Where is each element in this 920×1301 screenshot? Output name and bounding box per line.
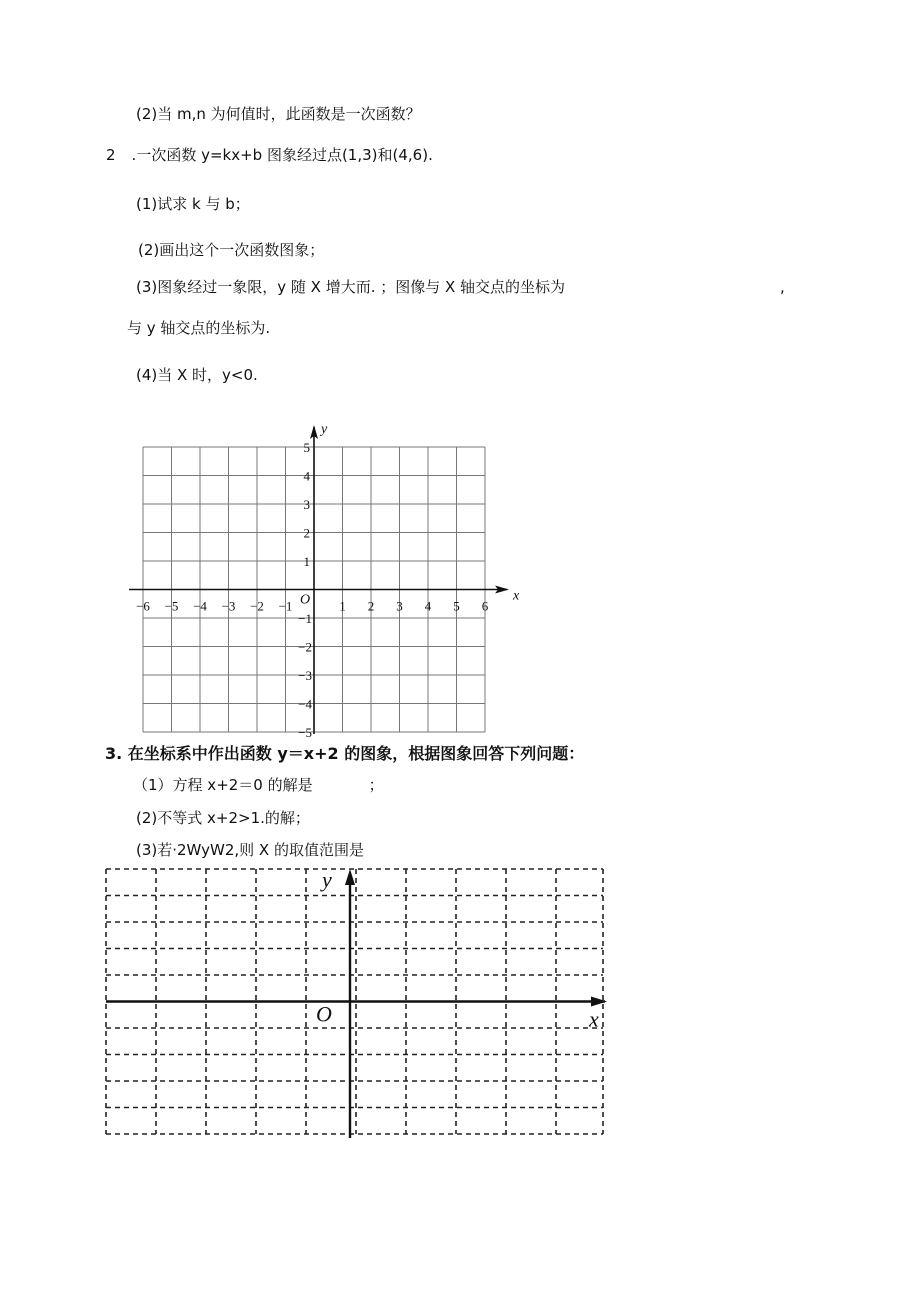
x-tick-label: 1	[339, 598, 346, 614]
x-tick-label: 5	[453, 598, 460, 614]
q2-part3-comma: ,	[780, 278, 785, 296]
y-tick-label: −5	[298, 725, 312, 740]
q2-part1: (1)试求 k 与 b；	[136, 195, 250, 213]
x-tick-label: −6	[136, 598, 150, 614]
q2-stem: .一次函数 y=kx+b 图象经过点(1,3)和(4,6).	[131, 146, 433, 164]
x-tick-label: 2	[367, 598, 375, 614]
q2-number: 2	[106, 146, 116, 164]
y-tick-label: −2	[298, 639, 312, 655]
y-tick-label: −1	[298, 611, 312, 626]
y-axis-label: y	[321, 422, 328, 437]
coordinate-grid-1	[120, 418, 540, 748]
y-tick-label: −3	[298, 668, 312, 683]
x-tick-label: −4	[193, 598, 207, 614]
origin-label: O	[316, 1001, 332, 1027]
q3-stem: 3. 在坐标系中作出函数 y＝x+2 的图象，根据图象回答下列问题：	[105, 744, 585, 763]
x-tick-label: 4	[424, 598, 432, 614]
y-tick-label: 4	[303, 468, 310, 484]
q2-part3a: (3)图象经过一象限，y 随 X 增大而. ；图像与 X 轴交点的坐标为	[136, 278, 566, 296]
x-tick-label: −2	[250, 598, 264, 614]
q2-stem-line	[106, 145, 433, 165]
q3-part1: （1）方程 x+2＝0 的解是	[133, 776, 313, 794]
y-tick-label: 1	[303, 554, 310, 569]
y-tick-label: 3	[303, 497, 310, 512]
y-axis-arrow	[345, 869, 355, 885]
x-tick-label: −3	[221, 598, 236, 614]
q3-part2: (2)不等式 x+2>1.的解；	[136, 809, 310, 827]
q3-part1-end: ；	[368, 776, 384, 794]
y-tick-label: 5	[303, 440, 310, 455]
coordinate-grid-2	[100, 862, 610, 1142]
x-tick-label: 6	[481, 598, 489, 614]
q1-part2: (2)当 m,n 为何值时，此函数是一次函数？	[136, 105, 421, 123]
y-axis-label: y	[322, 867, 332, 892]
x-tick-label: −1	[278, 598, 293, 614]
origin-label: O	[300, 592, 311, 608]
q2-part2: (2)画出这个一次函数图象；	[138, 241, 325, 259]
q3-part3: (3)若·2WyW2,则 X 的取值范围是	[136, 841, 364, 859]
x-tick-label: −5	[164, 598, 179, 614]
y-tick-label: 2	[303, 525, 310, 541]
x-axis-arrow	[591, 997, 607, 1007]
q3-part1-line	[133, 775, 384, 795]
x-axis-label: x	[513, 588, 520, 604]
x-tick-label: 3	[396, 598, 403, 614]
x-axis-label: x	[589, 1006, 599, 1032]
q2-part4: (4)当 X 时，y<0.	[136, 366, 258, 384]
q2-part3b: 与 y 轴交点的坐标为.	[127, 319, 271, 337]
y-tick-label: −4	[298, 696, 312, 712]
